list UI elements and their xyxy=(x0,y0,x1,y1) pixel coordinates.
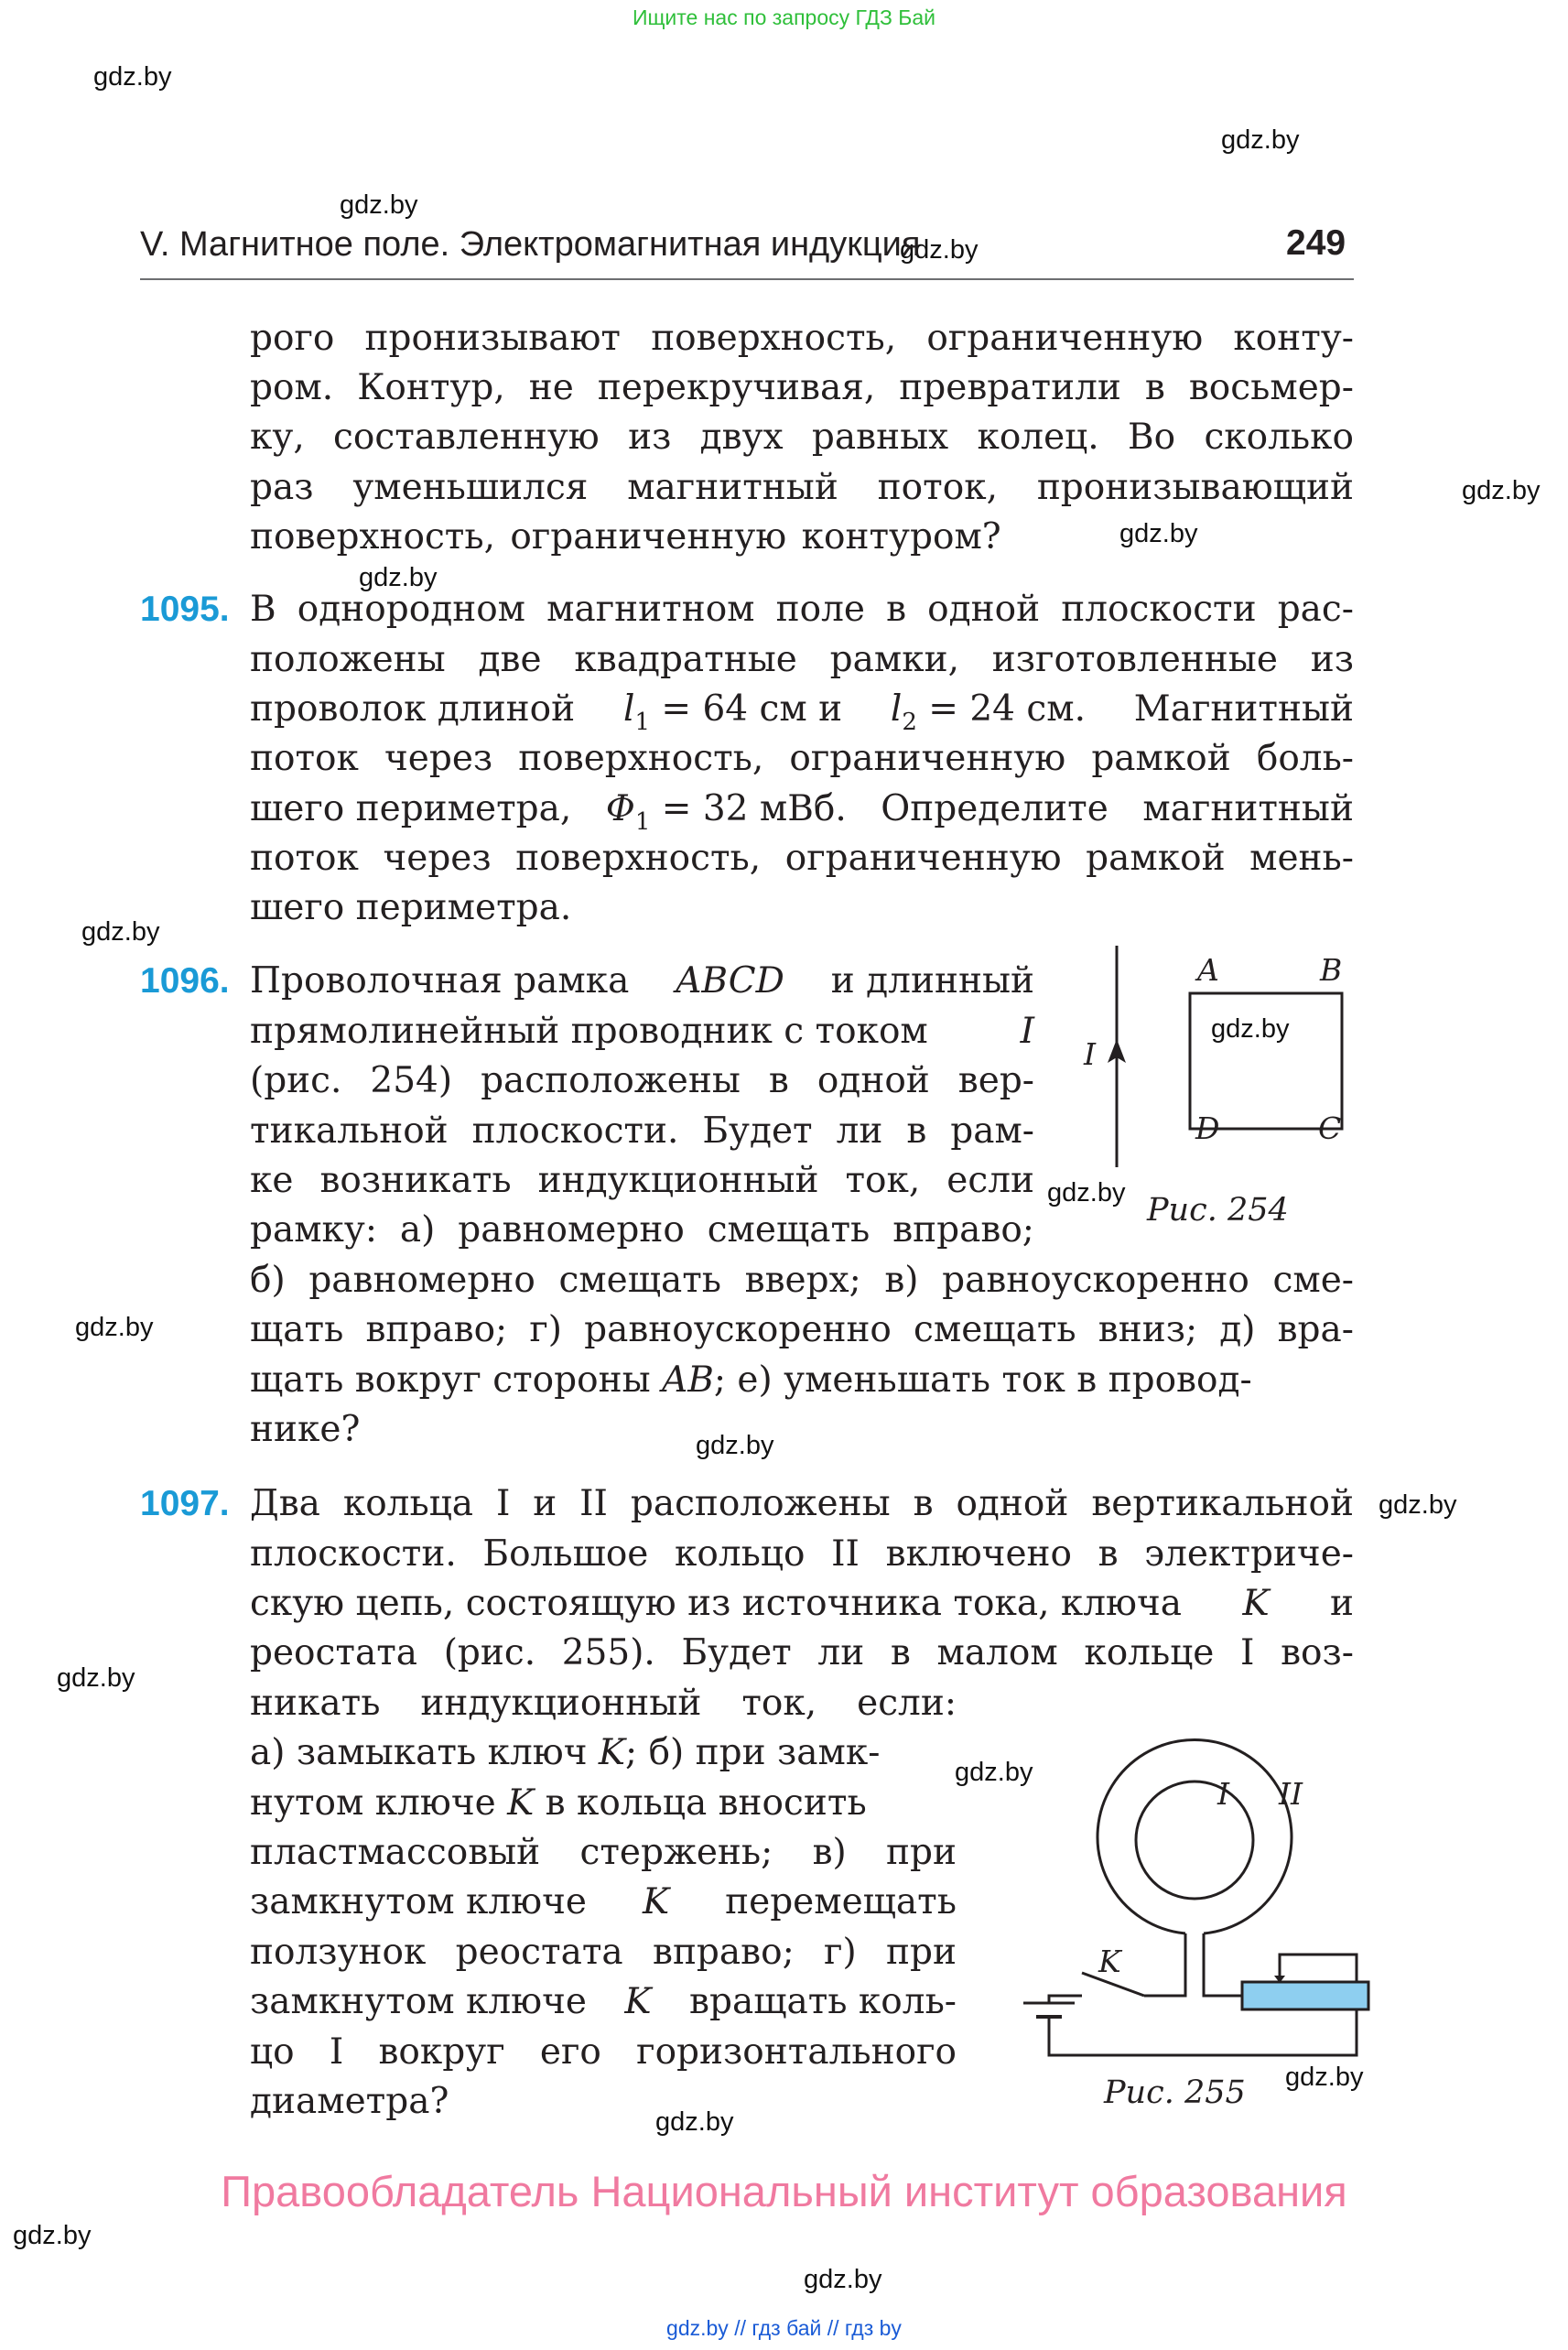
vertex-label-b: B xyxy=(1320,952,1343,988)
text-line: тикальной плоскости. Будет ли в рам- xyxy=(250,1110,1034,1152)
text-line: ром. Контур, не перекручивая, превратили в восьмер- xyxy=(250,367,1354,408)
watermark: gdz.by xyxy=(804,2265,882,2294)
vertex-label-d: D xyxy=(1195,1110,1220,1146)
watermark: gdz.by xyxy=(340,190,418,220)
rheostat-slider xyxy=(1280,1955,1291,1977)
text-line: прямолинейный проводник с током I xyxy=(250,1011,1034,1052)
vertex-label-c: C xyxy=(1318,1110,1342,1146)
watermark: gdz.by xyxy=(900,235,979,265)
wire xyxy=(1144,1933,1185,1996)
header-rule xyxy=(140,278,1354,280)
text-line: шего периметра, $\Phi_1 = 32$ мВб. Определите магнитный xyxy=(250,788,1354,836)
text-line: поверхность, ограниченную контуром? xyxy=(250,516,1001,558)
watermark: gdz.by xyxy=(1379,1490,1457,1520)
figure-255 xyxy=(1007,1703,1373,2069)
large-ring-ii xyxy=(1098,1739,1292,1933)
watermark: gdz.by xyxy=(359,563,438,592)
text-line: диаметра? xyxy=(250,2081,449,2122)
problem-number: 1095. xyxy=(140,590,230,629)
watermark: gdz.by xyxy=(93,62,172,92)
footer-links[interactable]: gdz.by // гдз бай // гдз by xyxy=(666,2316,902,2340)
text-line: положены две квадратные рамки, изготовленные из xyxy=(250,639,1354,680)
watermark: gdz.by xyxy=(1285,2063,1364,2092)
text-line: б) равномерно смещать вверх; в) равноускоренно сме- xyxy=(250,1260,1354,1301)
text-line: ке возникать индукционный ток, если xyxy=(250,1160,1034,1201)
vertex-label-a: A xyxy=(1197,952,1219,988)
text-line: раз уменьшился магнитный поток, пронизывающий xyxy=(250,467,1354,508)
text-line: никать индукционный ток, если: xyxy=(250,1683,957,1724)
text-line: В однородном магнитном поле в одной плоскости рас- xyxy=(250,589,1354,630)
watermark: gdz.by xyxy=(75,1313,154,1342)
watermark: gdz.by xyxy=(1047,1178,1126,1207)
figure-caption: Рис. 254 xyxy=(1147,1192,1289,1229)
frame-abcd xyxy=(1190,993,1342,1129)
text-line: Проволочная рамка ABCD и длинный xyxy=(250,960,1034,1002)
top-banner: Ищите нас по запросу ГДЗ Бай xyxy=(632,5,936,29)
text-line: щать вокруг стороны AB; е) уменьшать ток в провод- xyxy=(250,1359,1252,1401)
text-line: пластмассовый стержень; в) при xyxy=(250,1832,957,1873)
watermark: gdz.by xyxy=(81,917,160,947)
watermark: gdz.by xyxy=(13,2221,92,2250)
text-line: а) замыкать ключ K; б) при замк- xyxy=(250,1732,881,1773)
chapter-header: V. Магнитное поле. Электромагнитная индукция xyxy=(140,225,921,264)
text-line: рого пронизывают поверхность, ограниченную конту- xyxy=(250,318,1354,359)
text-line: цо I вокруг его горизонтального xyxy=(250,2031,957,2073)
watermark: gdz.by xyxy=(955,1758,1033,1787)
text-line: ку, составленную из двух равных колец. Во сколько xyxy=(250,417,1354,458)
watermark: gdz.by xyxy=(1462,476,1541,505)
rights-holder-notice: Правообладатель Национальный институт образования xyxy=(221,2167,1347,2215)
ring-label-ii: II xyxy=(1279,1776,1303,1812)
text-line: замкнутом ключе K вращать коль- xyxy=(250,1981,957,2022)
watermark: gdz.by xyxy=(57,1663,135,1693)
wire xyxy=(1204,1933,1242,1996)
text-line: Два кольца I и II расположены в одной вертикальной xyxy=(250,1483,1354,1524)
watermark: gdz.by xyxy=(1211,1014,1290,1044)
page-number: 249 xyxy=(1286,223,1346,263)
watermark: gdz.by xyxy=(696,1431,774,1460)
text-line: скую цепь, состоящую из источника тока, ключа K и xyxy=(250,1583,1354,1624)
watermark: gdz.by xyxy=(655,2107,734,2137)
text-line: реостата (рис. 255). Будет ли в малом кольце I воз- xyxy=(250,1632,1354,1673)
text-line: плоскости. Большое кольцо II включено в электриче- xyxy=(250,1533,1354,1575)
problem-number: 1097. xyxy=(140,1484,230,1523)
current-label: I xyxy=(1084,1036,1097,1072)
text-line: щать вправо; г) равноускоренно смещать вниз; д) вра- xyxy=(250,1309,1354,1350)
small-ring-i xyxy=(1136,1781,1253,1899)
text-line: нутом ключе K в кольца вносить xyxy=(250,1782,867,1824)
ring-label-i: I xyxy=(1217,1776,1230,1812)
text-line: поток через поверхность, ограниченную рамкой мень- xyxy=(250,838,1354,879)
text-line: проволок длиной $l_1 = 64$ см и $l_2 = 24$ см. Магнитный xyxy=(250,688,1354,736)
rheostat xyxy=(1242,1982,1368,2009)
text-line: поток через поверхность, ограниченную рамкой боль- xyxy=(250,738,1354,779)
text-line: шего периметра. xyxy=(250,887,572,928)
problem-number: 1096. xyxy=(140,961,230,1001)
text-line: рамку: а) равномерно смещать вправо; xyxy=(250,1209,1034,1251)
text-line: (рис. 254) расположены в одной вер- xyxy=(250,1060,1034,1101)
text-line: ползунок реостата вправо; г) при xyxy=(250,1932,957,1973)
text-line: нике? xyxy=(250,1409,361,1450)
watermark: gdz.by xyxy=(1221,125,1300,155)
key-label: K xyxy=(1098,1944,1121,1979)
figure-caption: Рис. 255 xyxy=(1104,2074,1246,2111)
watermark: gdz.by xyxy=(1119,519,1198,548)
text-line: замкнутом ключе K перемещать xyxy=(250,1881,957,1922)
